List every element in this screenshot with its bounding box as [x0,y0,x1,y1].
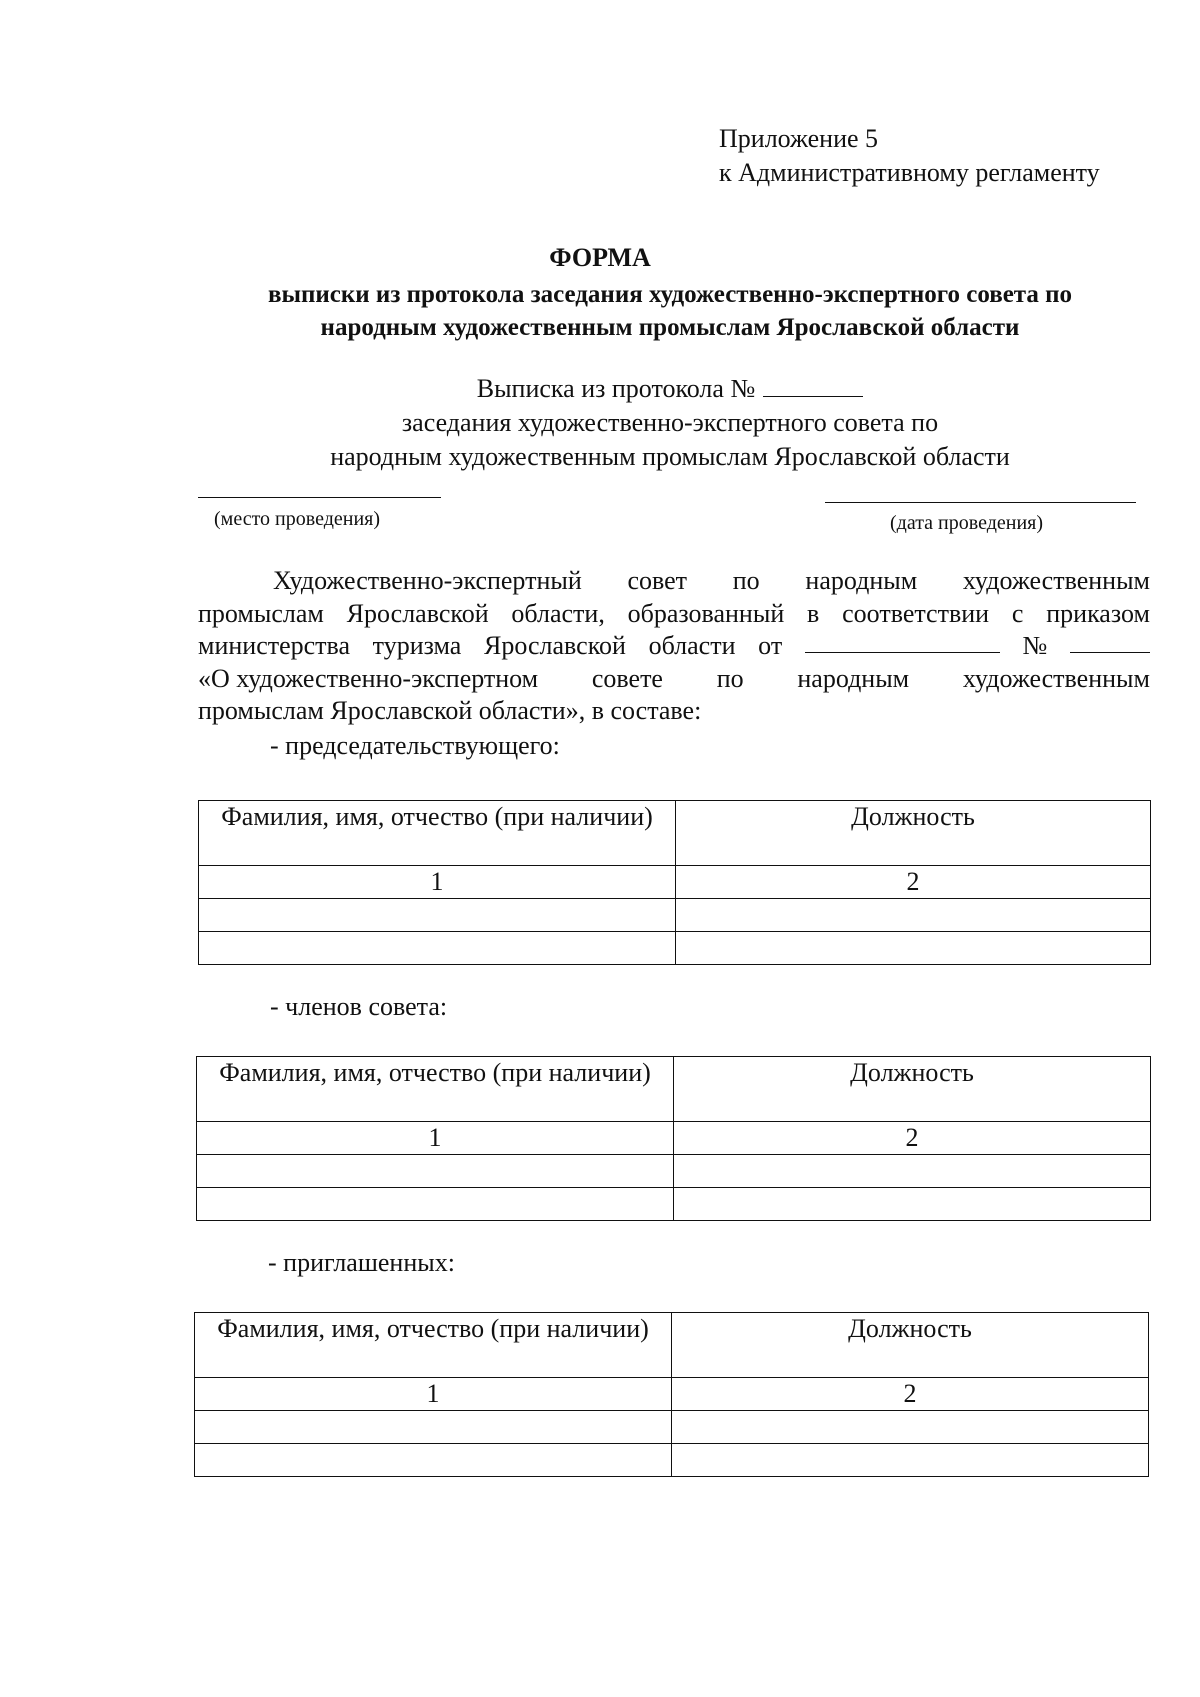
table-row [195,1444,1149,1477]
column-header-position: Должность [674,1057,1151,1122]
place-caption: (место проведения) [214,508,381,530]
chair-table [198,800,1151,965]
paragraph-word: Ярославской [483,631,626,660]
order-date-field[interactable] [805,630,1000,653]
column-number-2: 2 [676,866,1151,899]
paragraph-word: художественным [962,663,1150,693]
table-cell-fullname[interactable] [195,1411,672,1444]
paragraph-word: образованный [627,598,785,628]
paragraph-word: художественным [962,566,1150,595]
table-cell-fullname[interactable] [199,899,676,932]
paragraph-word: по [732,566,760,595]
table-header-row [197,1057,1151,1122]
table-cell-position[interactable] [674,1188,1151,1221]
order-number-field[interactable] [1070,630,1150,653]
body-paragraph [198,565,1150,728]
form-subtitle-line-2: народным художественным промыслам Ярославской области [320,314,1020,341]
paragraph-word: с [1011,598,1024,628]
paragraph-line-5: промыслам Ярославской области», в составе: [198,696,702,725]
table-number-row [199,866,1151,899]
table-number-row [195,1378,1149,1411]
extract-heading [240,372,1100,474]
paragraph-word: совете [591,663,663,693]
table-row [199,899,1151,932]
column-header-fullname: Фамилия, имя, отчество (при наличии) [197,1057,674,1122]
section-label-chair: - председательствующего: [270,731,560,760]
extract-heading-line-1 [240,372,1100,406]
table-header-row [195,1313,1149,1378]
paragraph-line-3 [198,630,1150,663]
paragraph-line-1 [198,565,1150,598]
members-table [196,1056,1151,1221]
column-header-position: Должность [676,801,1151,866]
paragraph-word: народным [805,566,918,595]
table-header-row [199,801,1151,866]
table-row [197,1188,1151,1221]
paragraph-word: Ярославской [346,598,489,628]
column-number-1: 1 [199,866,676,899]
paragraph-word: промыслам [198,598,324,628]
table-row [199,932,1151,965]
section-label-members: - членов совета: [270,992,448,1021]
table-cell-fullname[interactable] [197,1155,674,1188]
place-field-line[interactable] [198,497,441,498]
table-cell-position[interactable] [676,899,1151,932]
section-label-invited: - приглашенных: [268,1248,455,1277]
paragraph-word: министерства [198,631,351,660]
column-number-1: 1 [197,1122,674,1155]
invited-table [194,1312,1149,1477]
table-cell-fullname[interactable] [199,932,676,965]
appendix-number: Приложение 5 [719,124,879,153]
protocol-number-field[interactable] [763,372,863,397]
paragraph-word: области [648,631,736,660]
table-cell-fullname[interactable] [197,1188,674,1221]
paragraph-word: области, [511,598,605,628]
table-cell-position[interactable] [672,1411,1149,1444]
appendix-header [719,122,1100,190]
table-row [197,1155,1151,1188]
paragraph-word: Художественно-экспертный [273,566,582,595]
table-cell-position[interactable] [672,1444,1149,1477]
order-number-sign: № [1022,631,1048,660]
paragraph-word: соответствии [842,598,990,628]
paragraph-word: «О художественно-экспертном [198,663,539,693]
paragraph-word: приказом [1046,598,1150,628]
form-title: ФОРМА [549,243,651,272]
column-number-2: 2 [672,1378,1149,1411]
extract-heading-line-2: заседания художественно-экспертного совета по [401,408,939,437]
table-row [195,1411,1149,1444]
form-subtitle-line-1: выписки из протокола заседания художественно-экспертного совета по [267,281,1073,308]
table-cell-position[interactable] [674,1155,1151,1188]
table-cell-position[interactable] [676,932,1151,965]
form-subtitle [180,278,1160,344]
paragraph-word: по [716,663,744,693]
table-cell-fullname[interactable] [195,1444,672,1477]
paragraph-word: туризма [372,631,462,660]
column-header-fullname: Фамилия, имя, отчество (при наличии) [199,801,676,866]
column-number-2: 2 [674,1122,1151,1155]
extract-protocol-label: Выписка из протокола № [476,374,756,403]
column-header-fullname: Фамилия, имя, отчество (при наличии) [195,1313,672,1378]
paragraph-word: народным [797,663,910,693]
paragraph-word: от [758,631,783,660]
date-caption: (дата проведения) [890,512,1044,534]
paragraph-word: в [807,598,820,628]
extract-heading-line-3: народным художественным промыслам Ярославской области [330,442,1010,471]
paragraph-line-4 [198,663,1150,696]
table-number-row [197,1122,1151,1155]
column-header-position: Должность [672,1313,1149,1378]
column-number-1: 1 [195,1378,672,1411]
date-field-line[interactable] [825,502,1136,503]
appendix-reference: к Административному регламенту [719,158,1100,187]
paragraph-line-2 [198,598,1150,631]
paragraph-word: совет [627,566,688,595]
